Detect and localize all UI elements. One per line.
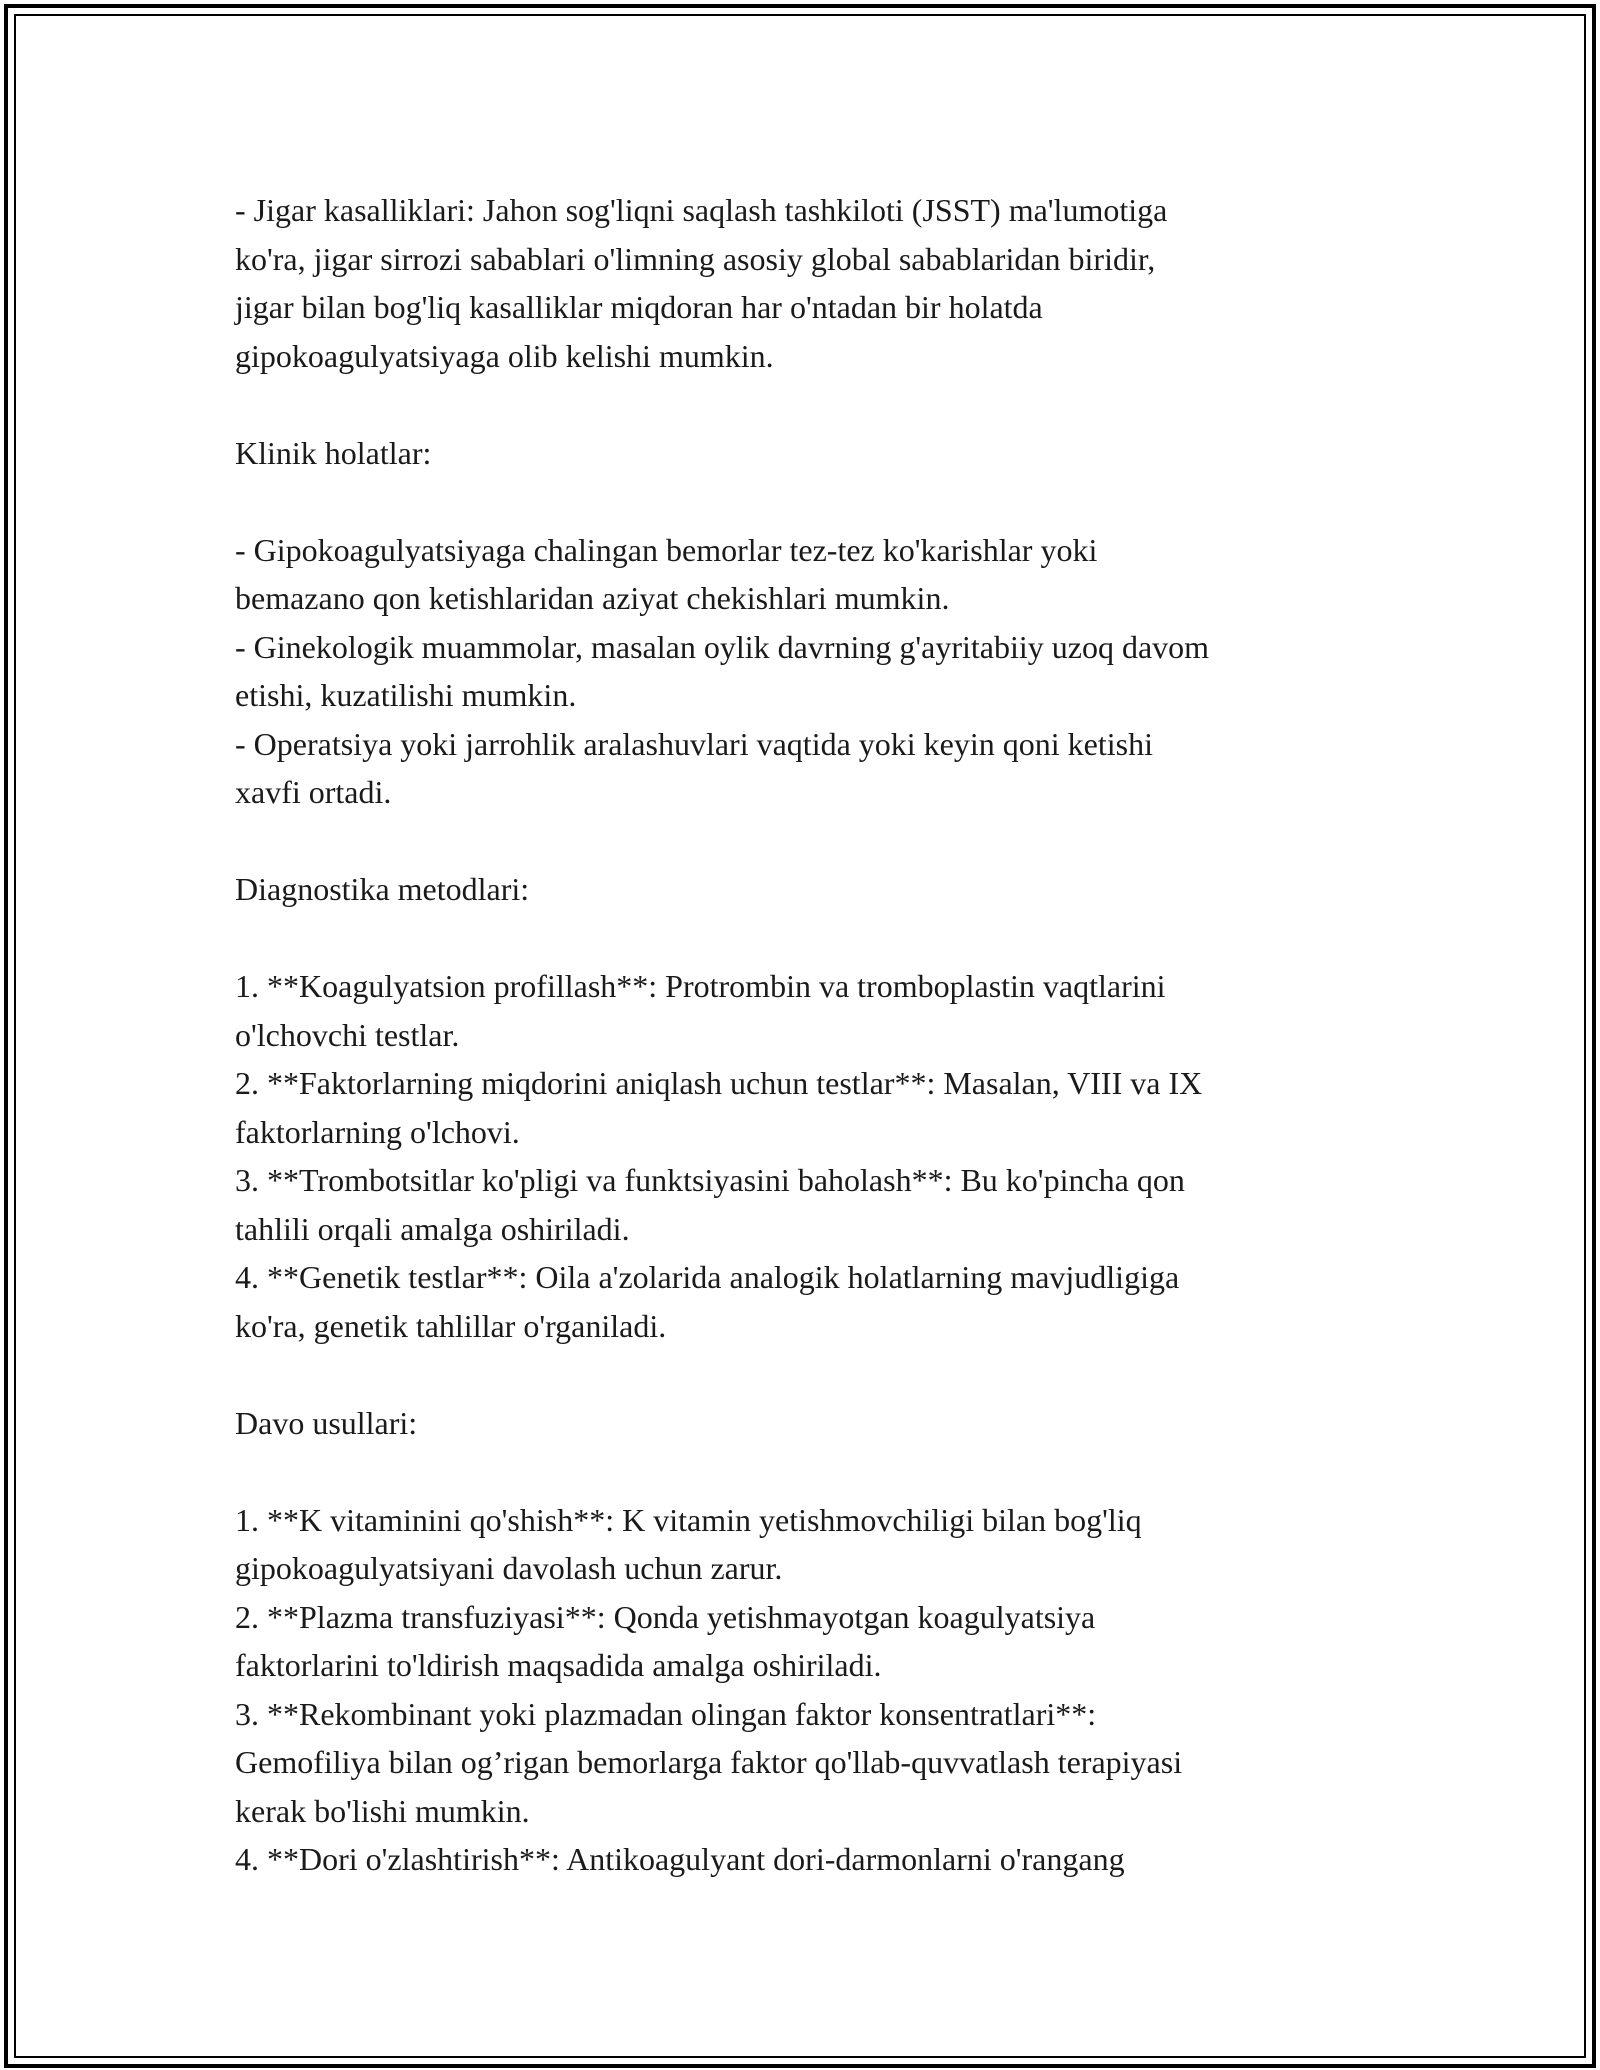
text-line: gipokoagulyatsiyaga olib kelishi mumkin.	[235, 337, 774, 374]
paragraph-gap	[235, 380, 1375, 429]
text-line: ko'ra, jigar sirrozi sabablari o'limning asosiy global sabablaridan biridir,	[235, 240, 1156, 277]
text-line: faktorlarini to'ldirish maqsadida amalga oshiriladi.	[235, 1647, 882, 1683]
text-line: 1. **K vitaminini qo'shish**: K vitamin yetishmovchiligi bilan bog'liq	[235, 1501, 1142, 1538]
text-line: gipokoagulyatsiyani davolash uchun zarur.	[235, 1550, 783, 1586]
text-line: 1. **Koagulyatsion profillash**: Protrombin va tromboplastin vaqtlarini	[235, 968, 1166, 1004]
text-line: Gemofiliya bilan og’rigan bemorlarga faktor qo'llab-quvvatlash terapiyasi	[235, 1744, 1183, 1780]
text-line: 2. **Faktorlarning miqdorini aniqlash uchun testlar**: Masalan, VIII va IX	[235, 1065, 1203, 1101]
text-line: faktorlarning o'lchovi.	[235, 1113, 520, 1150]
paragraph-gap	[235, 914, 1375, 963]
paragraph-gap	[235, 477, 1375, 526]
text-line: tahlili orqali amalga oshiriladi.	[235, 1210, 630, 1247]
text-line: xavfi ortadi.	[235, 774, 392, 810]
paragraph-gap	[235, 817, 1375, 866]
text-line: o'lchovchi testlar.	[235, 1016, 460, 1053]
text-line: 4. **Genetik testlar**: Oila a'zolarida analogik holatlarning mavjudligiga	[235, 1259, 1180, 1295]
paragraph-gap	[235, 1447, 1375, 1496]
text-line: etishi, kuzatilishi mumkin.	[235, 677, 577, 713]
text-line: 2. **Plazma transfuziyasi**: Qonda yetishmayotgan koagulyatsiya	[235, 1598, 1096, 1635]
section-heading-treatment: Davo usullari:	[235, 1404, 418, 1441]
section-heading-clinical: Klinik holatlar:	[235, 434, 432, 471]
text-line: kerak bo'lishi mumkin.	[235, 1792, 530, 1829]
text-line: 4. **Dori o'zlashtirish**: Antikoagulyant dori-darmonlarni o'rangang	[235, 1841, 1125, 1877]
text-line: - Operatsiya yoki jarrohlik aralashuvlari vaqtida yoki keyin qoni ketishi	[235, 725, 1153, 762]
text-line: bemazano qon ketishlaridan aziyat chekishlari mumkin.	[235, 580, 950, 616]
text-line: - Jigar kasalliklari: Jahon sog'liqni saqlash tashkiloti (JSST) ma'lumotiga	[235, 192, 1168, 228]
text-line: jigar bilan bog'liq kasalliklar miqdoran har o'ntadan bir holatda	[235, 289, 1043, 325]
text-line: - Gipokoagulyatsiyaga chalingan bemorlar tez-tez ko'karishlar yoki	[235, 531, 1098, 568]
paragraph-gap	[235, 1350, 1375, 1399]
text-line: 3. **Rekombinant yoki plazmadan olingan faktor konsentratlari**:	[235, 1695, 1097, 1732]
text-line: ko'ra, genetik tahlillar o'rganiladi.	[235, 1307, 667, 1344]
document-body	[235, 186, 1375, 1884]
section-heading-diagnostics: Diagnostika metodlari:	[235, 871, 530, 907]
text-line: 3. **Trombotsitlar ko'pligi va funktsiyasini baholash**: Bu ko'pincha qon	[235, 1162, 1185, 1198]
text-line: - Ginekologik muammolar, masalan oylik davrning g'ayritabiiy uzoq davom	[235, 628, 1210, 665]
